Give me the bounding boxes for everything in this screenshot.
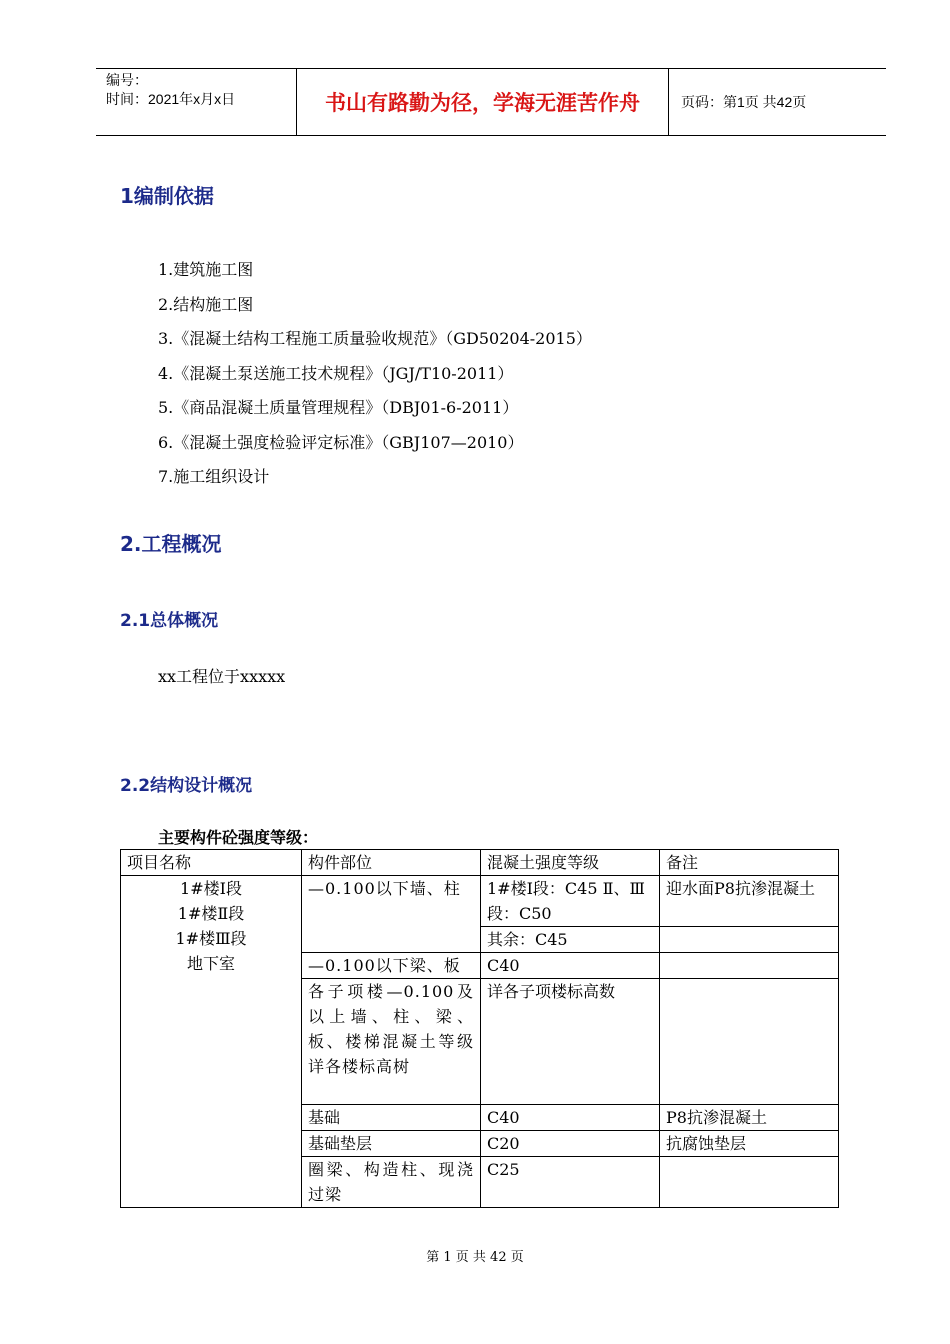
note-cell: P8抗渗混凝土	[660, 1105, 839, 1131]
note-cell	[660, 979, 839, 1105]
note-cell	[660, 1157, 839, 1208]
reference-item: 4.《混凝土泵送施工技术规程》（JGJ/T10-2011）	[158, 363, 514, 383]
note-cell: 抗腐蚀垫层	[660, 1131, 839, 1157]
grade-cell: C20	[481, 1131, 660, 1157]
project-name: 1#楼Ⅲ段	[175, 929, 247, 948]
part-cell: —0.100以下墙、柱	[302, 876, 481, 953]
project-name: 1#楼Ⅱ段	[177, 904, 245, 923]
reference-list	[158, 257, 592, 499]
reference-item: 1.建筑施工图	[158, 260, 254, 279]
part-cell: 基础	[302, 1105, 481, 1131]
reference-item: 6.《混凝土强度检验评定标准》（GBJ107—2010）	[158, 432, 524, 452]
table-header-cell: 混凝土强度等级	[481, 850, 660, 876]
table-header-cell: 备注	[660, 850, 839, 876]
section-2-title: 2.工程概况	[120, 532, 222, 556]
section-2-2-title: 2.2结构设计概况	[120, 776, 253, 796]
part-cell: —0.100以下梁、板	[302, 953, 481, 979]
grade-cell: 1#楼Ⅰ段：C45 Ⅱ、Ⅲ段：C50	[481, 876, 660, 927]
header-motto: 书山有路勤为径，学海无涯苦作舟	[297, 69, 669, 135]
section-1-title: 1编制依据	[120, 184, 214, 208]
grade-cell: 详各子项楼标高数	[481, 979, 660, 1105]
document-time-label: 时间：2021年x月x日	[106, 91, 236, 107]
header-info	[96, 69, 297, 135]
note-cell	[660, 953, 839, 979]
overview-text: xx工程位于xxxxx	[158, 667, 286, 686]
header-page-label: 页码：第1页 共42页	[681, 94, 807, 110]
reference-item: 5.《商品混凝土质量管理规程》（DBJ01-6-2011）	[158, 398, 519, 417]
project-name: 1#楼Ⅰ段	[180, 879, 242, 898]
table-header-cell: 项目名称	[121, 850, 302, 876]
part-cell: 圈梁、构造柱、现浇过梁	[302, 1157, 481, 1208]
document-number-label: 编号：	[106, 72, 148, 88]
part-cell: 基础垫层	[302, 1131, 481, 1157]
note-cell	[660, 927, 839, 953]
grade-cell: C40	[481, 1105, 660, 1131]
page-header	[96, 68, 886, 136]
grade-cell: C25	[481, 1157, 660, 1208]
reference-item: 7.施工组织设计	[158, 467, 270, 486]
reference-item: 2.结构施工图	[158, 294, 254, 314]
table-header-cell: 构件部位	[302, 850, 481, 876]
reference-item: 3.《混凝土结构工程施工质量验收规范》（GD50204-2015）	[158, 329, 592, 348]
page-footer: 第 1 页 共 42 页	[426, 1250, 524, 1265]
note-cell: 迎水面P8抗渗混凝土	[660, 876, 839, 927]
table-header-row	[121, 850, 839, 876]
table-row	[121, 876, 839, 927]
grade-cell: C40	[481, 953, 660, 979]
concrete-strength-table	[120, 849, 839, 1208]
project-name-cell	[121, 876, 302, 1208]
grade-cell: 其余：C45	[481, 927, 660, 953]
project-name: 地下室	[186, 954, 235, 973]
part-cell: 各子项楼—0.100及以上墙、柱、梁、板、楼梯混凝土等级详各楼标高树	[302, 979, 481, 1105]
section-2-1-title: 2.1总体概况	[120, 611, 219, 631]
table-caption: 主要构件砼强度等级：	[158, 828, 319, 847]
